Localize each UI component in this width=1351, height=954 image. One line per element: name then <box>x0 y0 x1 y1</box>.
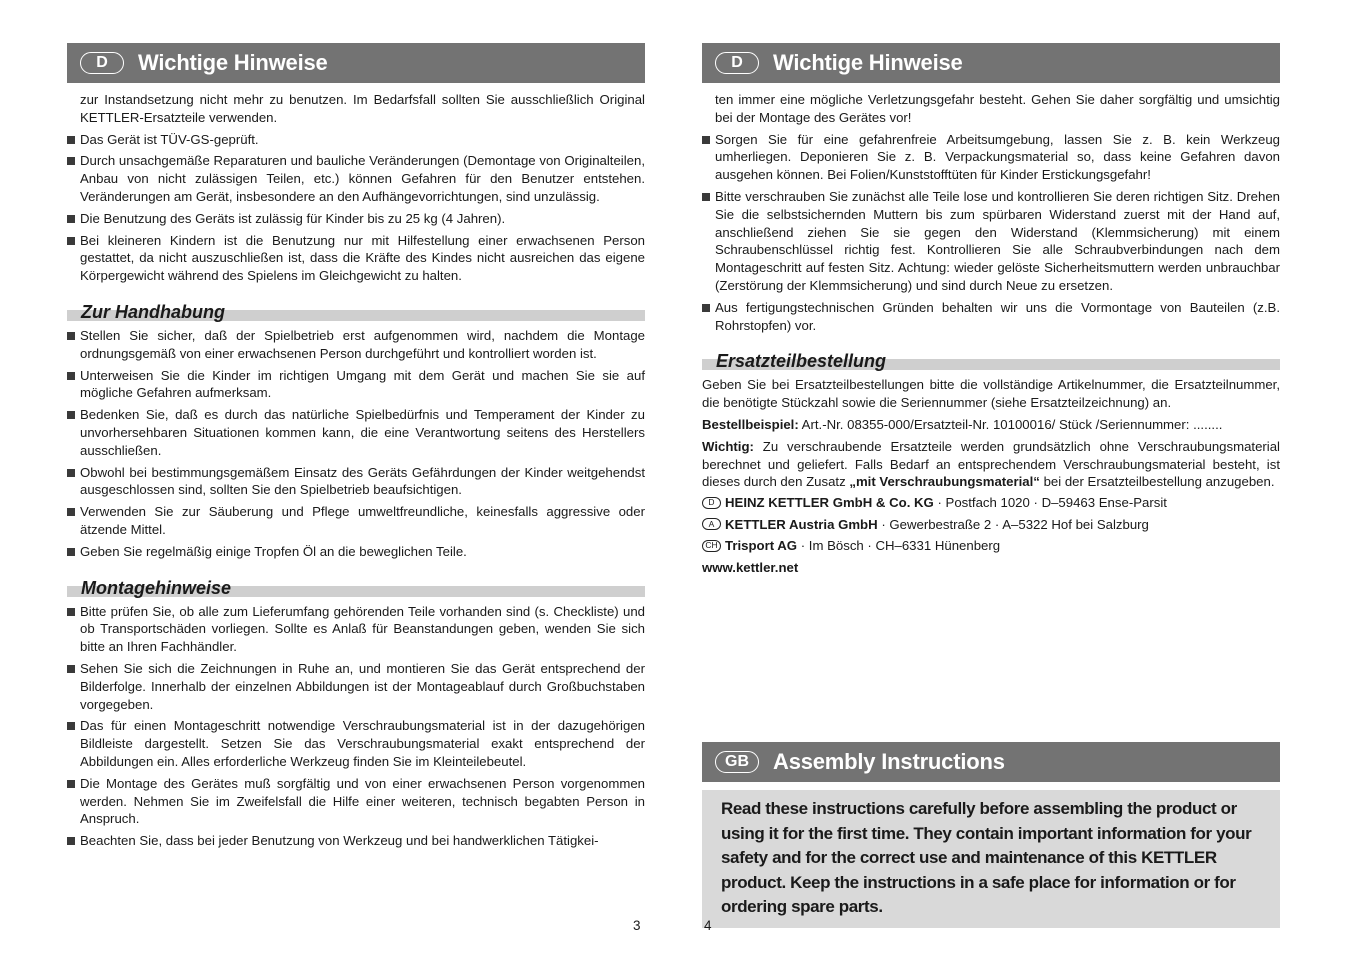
bullet-item: Die Benutzung des Geräts ist zulässig für Kinder bis zu 25 kg (4 Jahren). <box>67 210 645 228</box>
address-line <box>702 535 1280 557</box>
bullet-item: Bei kleineren Kindern ist die Benutzung nur mit Hilfestellung einer erwachsenen Person gestattet, da nicht auszuschließen ist, dass die Kräfte des Kindes nicht ausreichen das eigene Körpergewicht während des Spielens im Gleichgewicht zu halten. <box>67 232 645 285</box>
address-text: · Im Bösch · CH–6331 Hünenberg <box>797 538 1001 554</box>
subheading-text: Ersatzteilbestellung <box>716 351 887 372</box>
address-text: · Gewerbestraße 2 · A–5322 Hof bei Salzburg <box>877 516 1149 532</box>
right-page <box>702 43 1280 916</box>
bullet-item: Beachten Sie, dass bei jeder Benutzung von Werkzeug und bei handwerklichen Tätigkei- <box>67 832 645 850</box>
bullet-item: Sorgen Sie für eine gefahrenfreie Arbeitsumgebung, lassen Sie z. B. kein Werkzeug umherliegen. Deponieren Sie z. B. Verpackungsmaterial so, dass keine Gefahren davon ausgehen können. Bei Folien/Kunststofftüten für Kinder Erstickungsgefahr! <box>702 131 1280 184</box>
language-badge: D <box>80 52 124 74</box>
company-name: HEINZ KETTLER GmbH & Co. KG <box>725 495 934 511</box>
address-text: · Postfach 1020 · D–59463 Ense-Parsit <box>933 495 1167 511</box>
bullet-item: Obwohl bei bestimmungsgemäßem Einsatz des Geräts Gefährdungen der Kinder weitgehendst ausgeschlossen sind, sollten Sie den Spielbetrieb beaufsichtigen. <box>67 464 645 500</box>
section-title: Assembly Instructions <box>773 749 1005 774</box>
spare-parts-paragraph: Geben Sie bei Ersatzteilbestellungen bitte die vollständige Artikelnummer, die Ersatzteilnummer, die benötigte Stückzahl sowie die Seriennummer (siehe Ersatzteilzeichnung) an. <box>702 377 1280 411</box>
bullet-item: Sehen Sie sich die Zeichnungen in Ruhe an, und montieren Sie das Gerät entsprechend der Bilderfolge. Innerhalb der einzelnen Abbildungen ist der Montageablauf durch Großbuchstaben vorgegeben. <box>67 660 645 713</box>
bullet-item: Aus fertigungstechnischen Gründen behalten wir uns die Vormontage von Bauteilen (z.B. Rohrstopfen) vor. <box>702 299 1280 335</box>
section-title: Wichtige Hinweise <box>138 50 328 75</box>
language-badge: GB <box>715 751 759 773</box>
country-code-icon: A <box>702 518 721 530</box>
country-code-icon: CH <box>702 540 721 552</box>
bullet-item: Verwenden Sie zur Säuberung und Pflege umweltfreundliche, keinesfalls aggressive oder ätzende Mittel. <box>67 503 645 539</box>
bullet-list <box>67 327 645 561</box>
order-example <box>702 416 1280 434</box>
intro-paragraph: zur Instandsetzung nicht mehr zu benutzen. Im Bedarfsfall sollten Sie ausschließlich Original KETTLER-Ersatzteile verwenden. <box>80 92 645 125</box>
bullet-item: Bedenken Sie, daß es durch das natürliche Spielbedürfnis und Temperament der Kinder zu unvorhersehbaren Situationen kommen kann, die eine Verantwortung seitens des Herstellers ausschließen. <box>67 406 645 459</box>
subheading <box>702 346 1280 372</box>
page-number: 3 <box>633 918 641 933</box>
subheading <box>67 297 645 323</box>
language-badge: D <box>715 52 759 74</box>
intro-paragraph: ten immer eine mögliche Verletzungsgefahr besteht. Gehen Sie daher sorgfältig und umsichtig bei der Montage des Gerätes vor! <box>715 92 1280 125</box>
page-number: 4 <box>704 918 712 933</box>
section-header <box>67 43 645 83</box>
left-page <box>67 43 645 850</box>
subheading <box>67 573 645 599</box>
assembly-section <box>702 742 1280 928</box>
section-header <box>702 43 1280 83</box>
company-name: Trisport AG <box>725 538 798 554</box>
website-link[interactable]: www.kettler.net <box>702 559 799 575</box>
bullet-item: Unterweisen Sie die Kinder im richtigen Umgang mit dem Gerät und machen Sie sie auf mögliche Gefahren aufmerksam. <box>67 367 645 403</box>
important-note <box>702 438 1280 491</box>
bullet-item: Geben Sie regelmäßig einige Tropfen Öl an die beweglichen Teile. <box>67 543 645 561</box>
important-text: Zu verschraubende Ersatzteile werden grundsätzlich ohne Verschraubungsmaterial berechnet und geliefert. Falls Bedarf an entsprechendem Verschraubungsmaterial besteht, ist dieses durch den Zusatz <box>702 438 1280 490</box>
subheading-text: Montagehinweise <box>81 577 232 598</box>
order-example-text: Art.-Nr. 08355-000/Ersatzteil-Nr. 10100016/ Stück /Seriennummer: ........ <box>798 416 1223 432</box>
subheading-text: Zur Handhabung <box>81 301 225 322</box>
bullet-item: Das Gerät ist TÜV-GS-geprüft. <box>67 131 645 149</box>
important-text-end: bei der Ersatzteilbestellung anzugeben. <box>1039 474 1275 490</box>
order-example-label: Bestellbeispiel: <box>702 416 799 432</box>
address-list <box>702 492 1280 557</box>
assembly-intro-box: Read these instructions carefully before assembling the product or using it for the first time. They contain important information for your safety and for the correct use and maintenance of this KETTLER product. Keep the instructions in a safe place for information or for ordering spare parts. <box>702 790 1280 928</box>
important-label: Wichtig: <box>702 438 754 454</box>
bullet-list <box>67 131 645 285</box>
country-code-icon: D <box>702 497 721 509</box>
bullet-item: Durch unsachgemäße Reparaturen und bauliche Veränderungen (Demontage von Originalteilen, Anbau von nicht zulässigen Teilen, etc.) können Gefahren für den Benutzer entstehen. Veränderungen am Gerät, insbesondere an den Aufhängevorrichtungen, sind unzulässig. <box>67 152 645 205</box>
bullet-list <box>67 603 645 850</box>
address-line <box>702 492 1280 514</box>
important-bold: „mit Verschraubungsmaterial“ <box>849 474 1040 490</box>
bullet-list <box>702 131 1280 335</box>
section-title: Wichtige Hinweise <box>773 50 963 75</box>
bullet-item: Das für einen Montageschritt notwendige Verschraubungsmaterial ist in der dazugehörigen Bildleiste dargestellt. Setzen Sie das Verschraubungsmaterial exakt entsprechend der Abbildungen ein. Alles erforderliche Werkzeug finden Sie im Kleinteilebeutel. <box>67 717 645 770</box>
section-header <box>702 742 1280 782</box>
bullet-item: Bitte verschrauben Sie zunächst alle Teile lose und kontrollieren Sie deren richtigen Sitz. Drehen Sie die selbstsichernden Muttern bis zum spürbaren Widerstand zuerst mit der Hand auf, anschließend ziehen Sie sie gegen den Widerstand (Klemmsicherung) mit einem Schraubenschlüssel richtig fest. Kontrollieren Sie alle Schraubverbindungen nach dem Montageschritt auf festen Sitz. Achtung: wieder gelöste Sicherheitsmuttern werden unbrauchbar (Zerstörung der Klemmsicherung) und sind durch Neue zu ersetzen. <box>702 188 1280 295</box>
bullet-item: Die Montage des Gerätes muß sorgfältig und von einer erwachsenen Person vorgenommen werden. Nehmen Sie im Zweifelsfall die Hilfe einer weiteren, technisch begabten Person in Anspruch. <box>67 775 645 828</box>
company-name: KETTLER Austria GmbH <box>725 516 878 532</box>
bullet-item: Stellen Sie sicher, daß der Spielbetrieb erst aufgenommen wird, nachdem die Montage ordnungsgemäß von einer erwachsenen Person durchgeführt und kontrolliert worden ist. <box>67 327 645 363</box>
bullet-item: Bitte prüfen Sie, ob alle zum Lieferumfang gehörenden Teile vorhanden sind (s. Checkliste) und ob Transportschäden vorliegen. Sollte es Anlaß für Beanstandungen geben, wenden Sie sich bitte an Ihren Fachhändler. <box>67 603 645 656</box>
address-line <box>702 514 1280 536</box>
